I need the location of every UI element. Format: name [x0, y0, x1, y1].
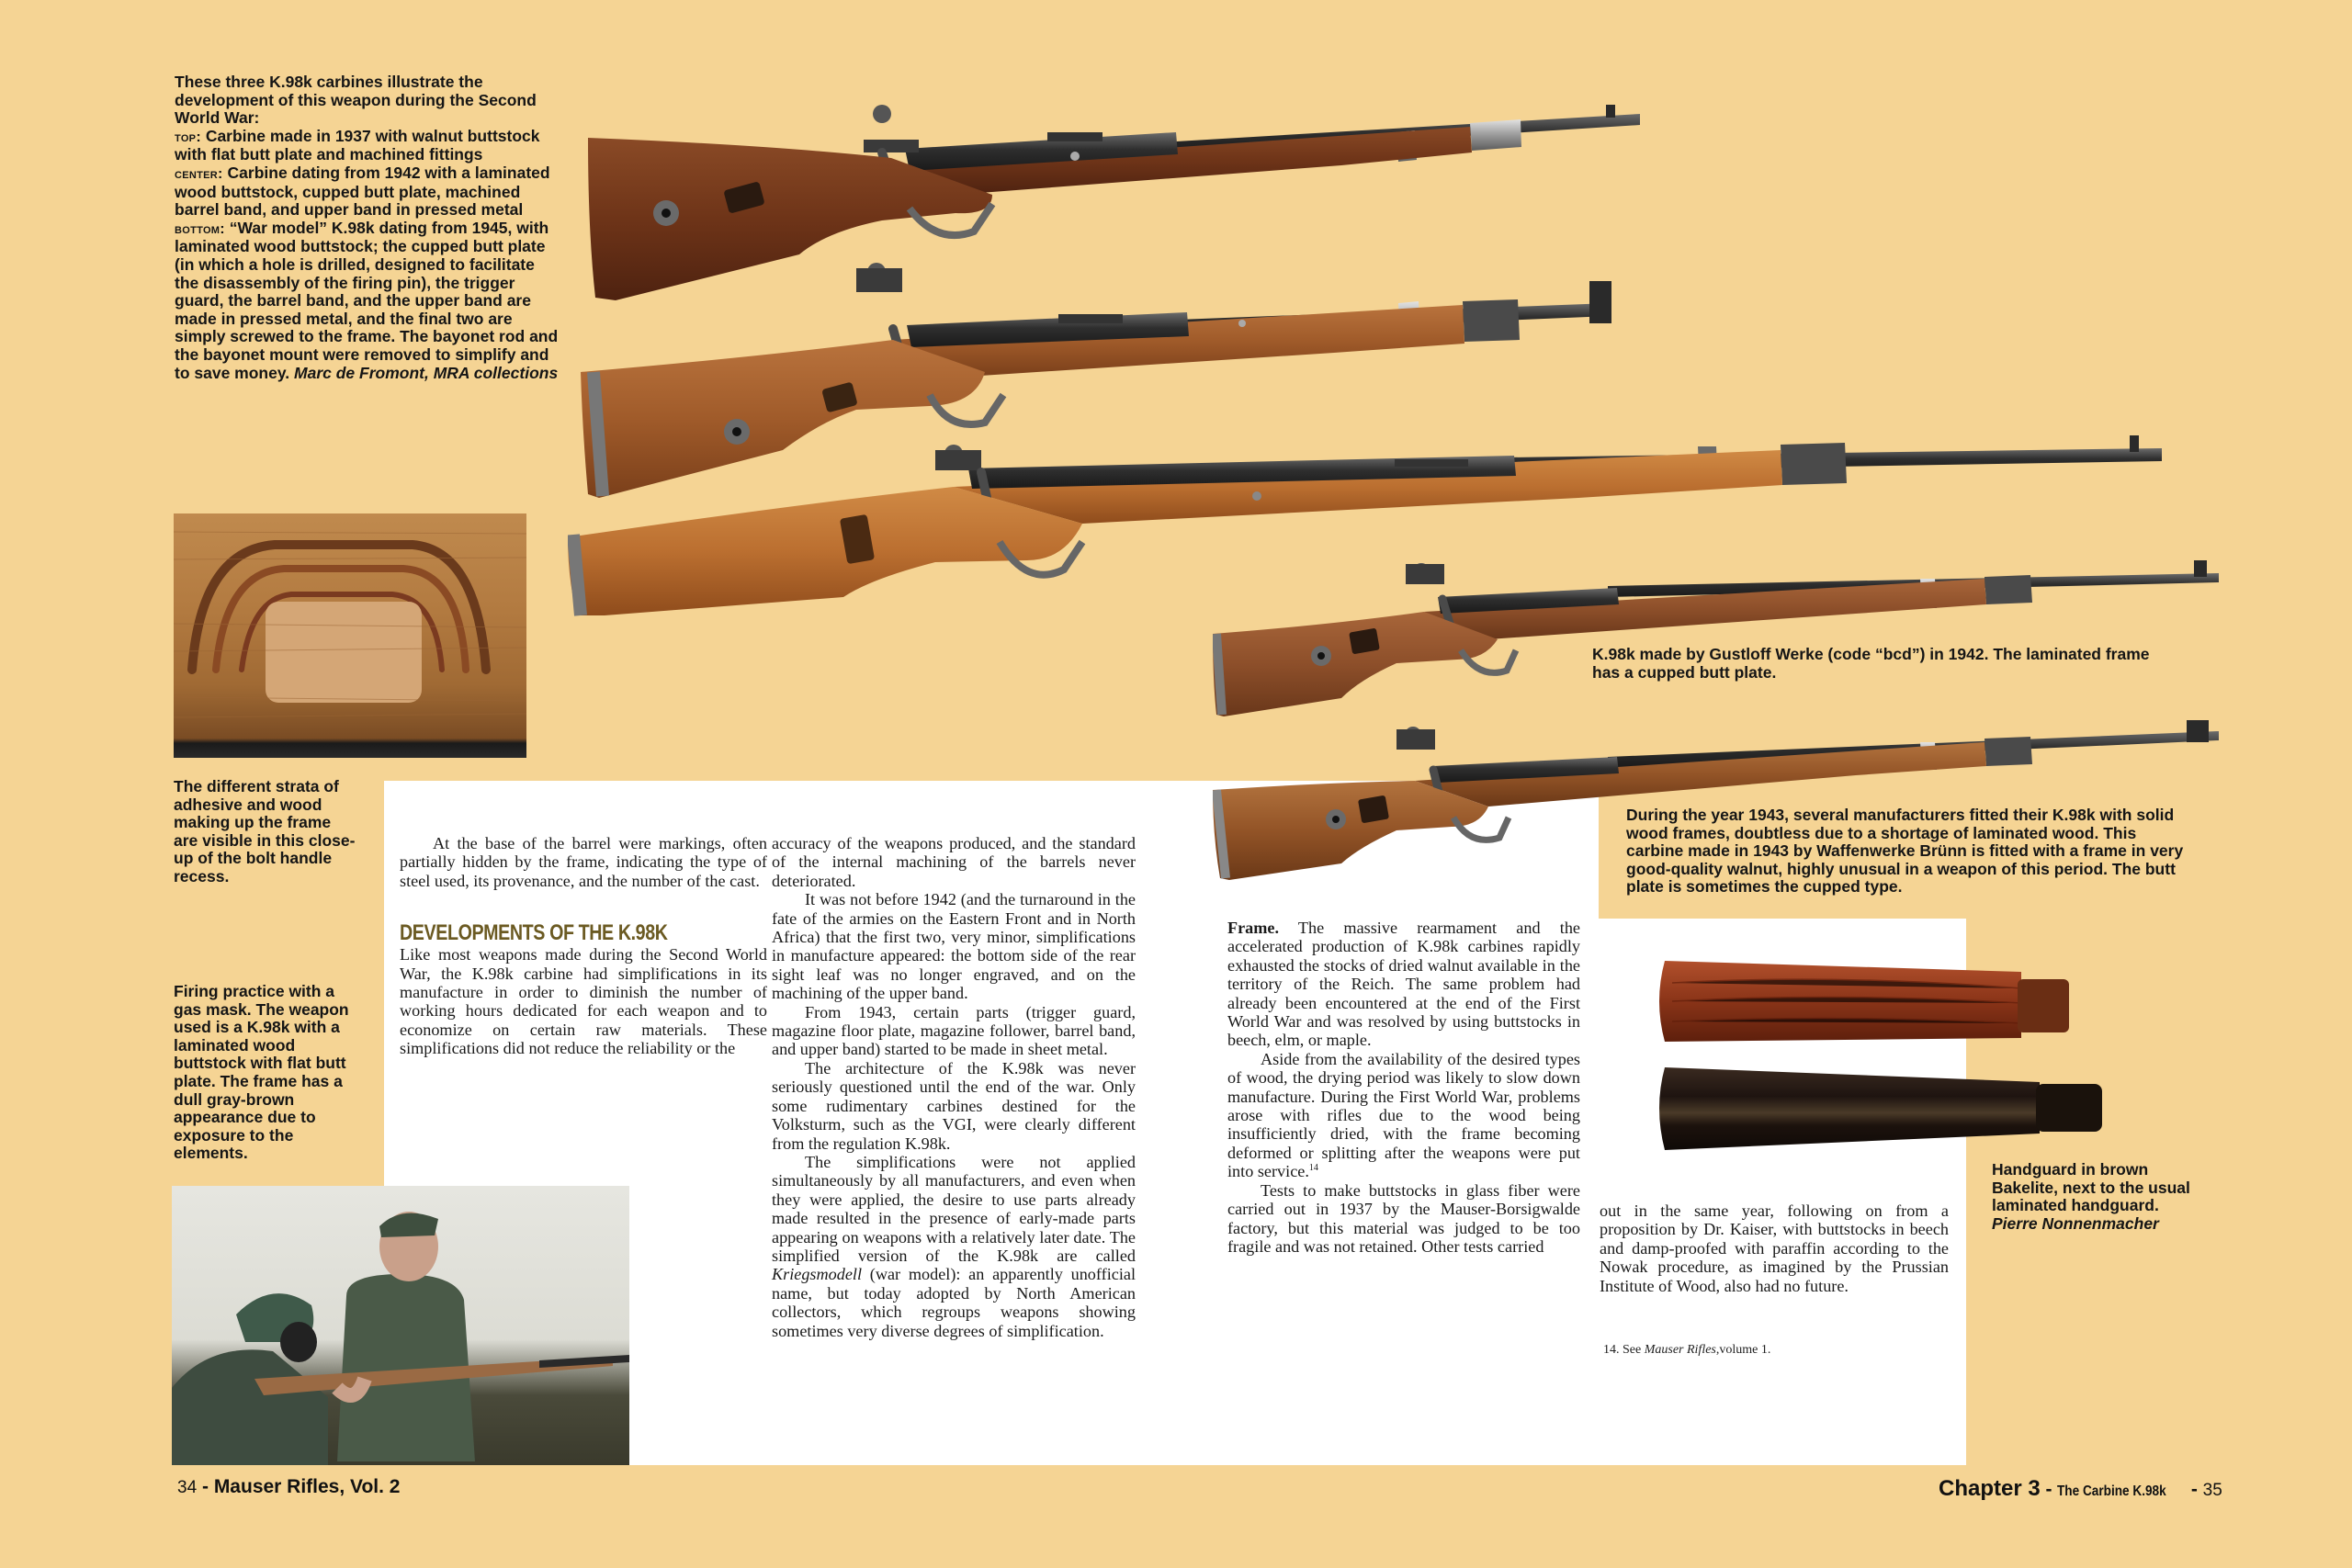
label-bottom: bottom: [175, 220, 225, 237]
footnote: 14. See Mauser Rifles,volume 1. [1603, 1343, 1771, 1357]
paragraph: out in the same year, following on from a proposition by Dr. Kaiser, with buttstocks in beech and damp-proofed with paraffin according to the Nowak procedure, as imagined by the Prussian Institute of Wood, also had no future. [1600, 1201, 1949, 1295]
book-title: Mauser Rifles, Vol. 2 [213, 1476, 401, 1497]
paragraph: Like most weapons made during the Second World War, the K.98k carbine had simplifications in its manufacture in order to diminish the number of working hours dedicated for each weapon and to economize on certain raw materials. These simplifications did not reduce the reliability or the [400, 945, 767, 1058]
gas-mask-firing-photo [172, 1186, 629, 1465]
rifle-gustloff-photo [1213, 551, 2223, 716]
photo-credit: Pierre Nonnenmacher [1992, 1213, 2159, 1233]
label-top: top: [175, 129, 201, 145]
paragraph: From 1943, certain parts (trigger guard, magazine floor plate, magazine follower, barrel band, and upper band) started to be made in sheet metal. [772, 1002, 1136, 1059]
section-heading: DEVELOPMENTS OF THE K.98K [400, 920, 668, 946]
caption-handguard: Handguard in brown Bakelite, next to the usual laminated handguard. Pierre Nonnenmacher [1992, 1160, 2190, 1233]
body-column-2 [772, 834, 1136, 1340]
bolt-recess-closeup-photo [174, 513, 526, 758]
body-column-3 [1227, 919, 1580, 1256]
paragraph: At the base of the barrel were markings, often partially hidden by the frame, indicating the type of steel used, its provenance, and the number of the cast. [400, 834, 767, 890]
body-column-4 [1600, 1201, 1949, 1295]
photo-credit: Marc de Fromont, MRA collections [294, 363, 559, 382]
caption-gustloff: K.98k made by Gustloff Werke (code “bcd”) in 1942. The laminated frame has a cupped butt plate. [1592, 645, 2150, 682]
handguards-photo [1654, 946, 2187, 1157]
paragraph: accuracy of the weapons produced, and the standard of the internal machining of the barrels never deteriorated. [772, 834, 1136, 890]
caption-gas-mask: Firing practice with a gas mask. The weapon used is a K.98k with a laminated wood buttstock with flat butt plate. The frame has a dull gray-brown appearance due to exposure to the elements. [174, 982, 349, 1163]
paragraph: Frame. The massive rearmament and the accelerated production of K.98k carbines rapidly exhausted the stocks of dried walnut available in the territory of the Reich. The same problem had already been encountered at the end of the First World War and was resolved by using buttstocks in beech, elm, or maple. [1227, 919, 1580, 1050]
caption-three-carbines: These three K.98k carbines illustrate the development of this weapon during the Second World War: top: Carbine made in 1937 with walnut buttstock with flat butt plate and machined fittings center: Carbine dating from 1942 with a laminated wood buttstock, cupped butt plate, machined barrel band, and upper band in pressed metal bottom: “War model” K.98k dating from 1945, with laminated wood buttstock; the cupped butt plate (in which a hole is drilled, designed to facilitate the disassembly of the firing pin), the trigger guard, the barrel band, and the upper band are made in pressed metal, and the final two are simply screwed to the frame. The bayonet rod and the bayonet mount were removed to simplify and to save money. Marc de Fromont, MRA collections [175, 73, 559, 382]
footer-left: 34 - Mauser Rifles, Vol. 2 [177, 1476, 401, 1497]
paragraph: The architecture of the K.98k was never seriously questioned until the end of the war. Only some rudimentary carbines destined for the Volksturm, such as the VGI, were clearly different from the regulation K.98k. [772, 1058, 1136, 1153]
footnote-ref: 14 [1308, 1163, 1318, 1174]
chapter-label: Chapter 3 [1939, 1476, 2041, 1501]
page-number-right: 35 [2202, 1481, 2222, 1500]
paragraph: The simplifications were not applied simultaneously by all manufacturers, and even when they were applied, the desire to use parts already made resulted in the presence of early-made parts appearing on weapons with a relatively later date. The simplified version of the K.98k are called Kriegsmodell (war model): an apparently unofficial name, but today adopted by North American collectors, which regroups weapons showing sometimes very diverse degrees of simplification. [772, 1152, 1136, 1340]
body-column-1 [400, 834, 767, 1058]
caption-brunn-1943: During the year 1943, several manufacturers fitted their K.98k with solid wood frames, doubtless due to a shortage of laminated wood. This carbine made in 1943 by Waffenwerke Brünn is fitted with a frame in very good-quality walnut, highly unusual in a weapon of this period. The butt plate is sometimes the cupped type. [1626, 806, 2184, 897]
caption-strata: The different strata of adhesive and wood making up the frame are visible in this close-up of the bolt handle recess. [174, 777, 356, 886]
page-number-left: 34 [177, 1478, 198, 1497]
run-in-heading: Frame. [1227, 919, 1280, 937]
paragraph: Aside from the availability of the desired types of wood, the drying period was likely to slow down manufacture. During the First World War, problems arose with rifles due to the wood being insufficiently dried, with the frame becoming deformed or splitting after the weapons were put into service.$^{14}$ [1227, 1049, 1580, 1181]
label-center: center: [175, 165, 223, 182]
footer-right: Chapter 3 - The Carbine K.98k - 35 [1939, 1476, 2222, 1501]
paragraph: It was not before 1942 (and the turnaround in the fate of the armies on the Eastern Front and in North Africa) that the first two, very minor, simplifications in manufacture appeared: the bottom side of the rear sight leaf was no longer engraved, and on the machining of the upper band. [772, 890, 1136, 1003]
chapter-title: The Carbine K.98k [2057, 1483, 2167, 1499]
paragraph: Tests to make buttstocks in glass fiber were carried out in 1937 by the Mauser-Borsigwalde factory, but this material was judged to be too fragile and was not retained. Other tests carried [1227, 1180, 1580, 1256]
